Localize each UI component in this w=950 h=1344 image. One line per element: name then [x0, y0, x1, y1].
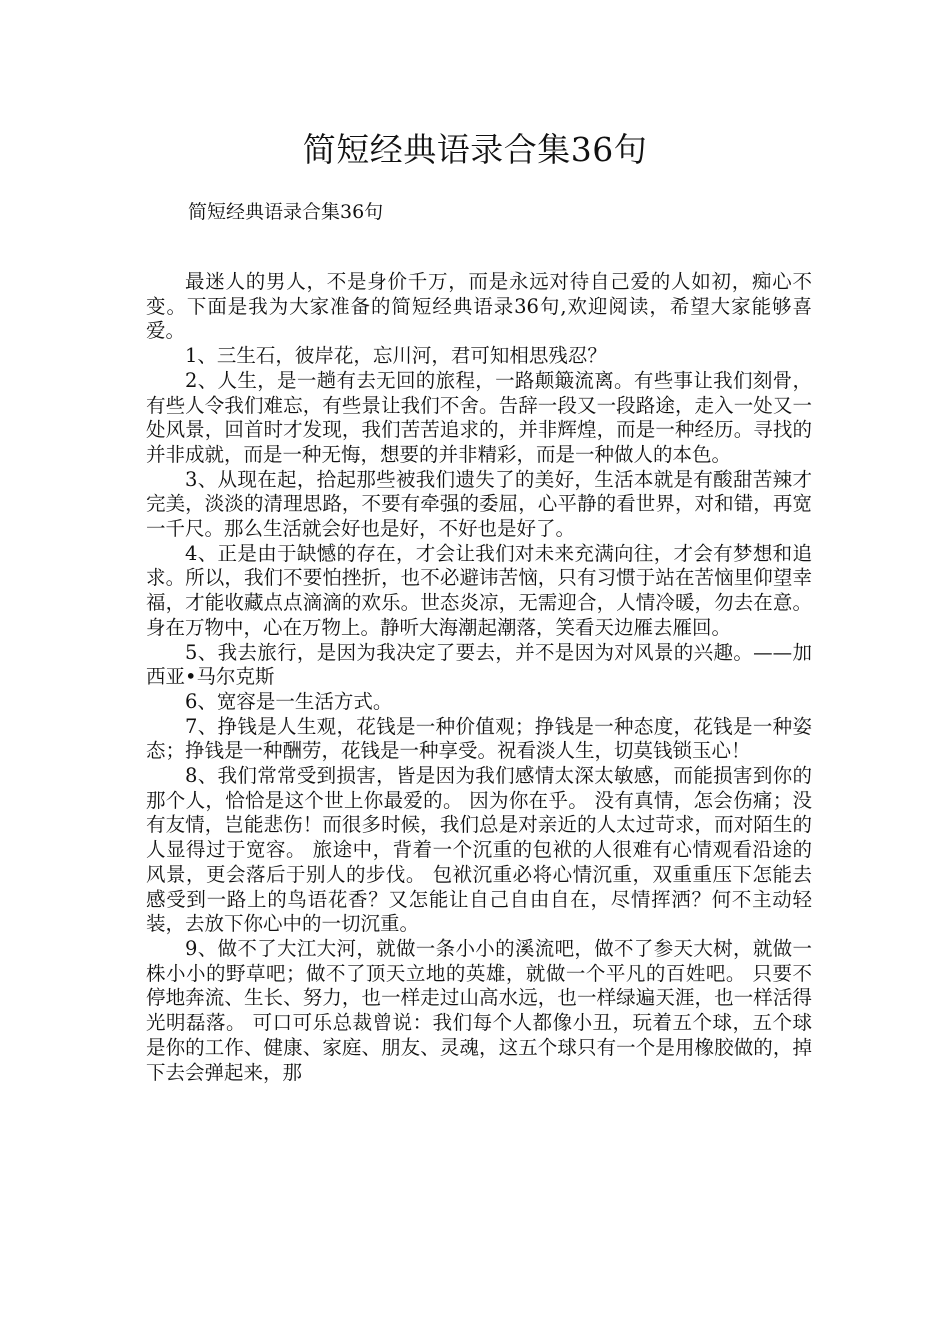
quote-paragraph-6: 6、宽容是一生活方式。 — [185, 689, 393, 713]
quote-paragraph-1: 1、三生石，彼岸花，忘川河，君可知相思残忍？ — [185, 344, 607, 368]
document-title: 简短经典语录合集36句 — [302, 130, 648, 169]
intro-paragraph: 最迷人的男人，不是身价千万，而是永远对待自己爱的人如初，痴心不变。下面是我为大家准备的简短经典语录36句,欢迎阅读，希望大家能够喜爱。 — [146, 270, 812, 343]
quote-paragraph-2: 2、人生，是一趟有去无回的旅程，一路颠簸流离。有些事让我们刻骨，有些人令我们难忘，有些景让我们不舍。告辞一段又一段路途，走入一处又一处风景，回首时才发现，我们苦苦追求的，并非辉煌，而是一种经历。寻找的并非成就，而是一种无悔，想要的并非精彩，而是一种做人的本色。 — [146, 368, 812, 466]
quote-paragraph-9: 9、做不了大江大河，就做一条小小的溪流吧，做不了参天大树，就做一株小小的野草吧；做不了顶天立地的英雄，就做一个平凡的百姓吧。 只要不停地奔流、生长、努力，也一样走过山高水远，也一样绿遍天涯，也一样活得光明磊落。 可口可乐总裁曾说：我们每个人都像小丑，玩着五个球，五个球是你的工作、健康、家庭、朋友、灵魂，这五个球只有一个是用橡胶做的，掉下去会弹起来，那 — [146, 936, 812, 1084]
quote-paragraph-3: 3、从现在起，拾起那些被我们遗失了的美好，生活本就是有酸甜苦辣才完美，淡淡的清理思路，不要有牵强的委屈，心平静的看世界，对和错，再宽一千尺。那么生活就会好也是好，不好也是好了。 — [146, 467, 812, 541]
quote-paragraph-8: 8、我们常常受到损害，皆是因为我们感情太深太敏感，而能损害到你的那个人，恰恰是这个世上你最爱的。 因为你在乎。 没有真情，怎会伤痛；没有友情，岂能悲伤！而很多时候，我们总是对亲近的人太过苛求，而对陌生的人显得过于宽容。 旅途中，背着一个沉重的包袱的人很难有心情观看沿途的风景，更会落后于别人的步伐。 包袱沉重必将心情沉重，双重重压下怎能去感受到一路上的鸟语花香？又怎能让自己自由自在，尽情挥洒？何不主动轻装，去放下你心中的一切沉重。 — [146, 764, 812, 936]
quote-paragraph-4: 4、正是由于缺憾的存在，才会让我们对未来充满向往，才会有梦想和追求。所以，我们不要怕挫折，也不必避讳苦恼，只有习惯于站在苦恼里仰望幸福，才能收藏点点滴滴的欢乐。世态炎凉，无需迎合，人情冷暖，勿去在意。身在万物中，心在万物上。静听大海潮起潮落，笑看天边雁去雁回。 — [146, 541, 812, 639]
quote-paragraph-7: 7、挣钱是人生观，花钱是一种价值观；挣钱是一种态度，花钱是一种姿态；挣钱是一种酬劳，花钱是一种享受。祝看淡人生，切莫钱锁玉心！ — [146, 714, 812, 763]
document-subtitle: 简短经典语录合集36句 — [188, 201, 384, 223]
quote-paragraph-5: 5、我去旅行，是因为我决定了要去，并不是因为对风景的兴趣。——加西亚•马尔克斯 — [146, 640, 812, 689]
document-body — [146, 270, 812, 1085]
